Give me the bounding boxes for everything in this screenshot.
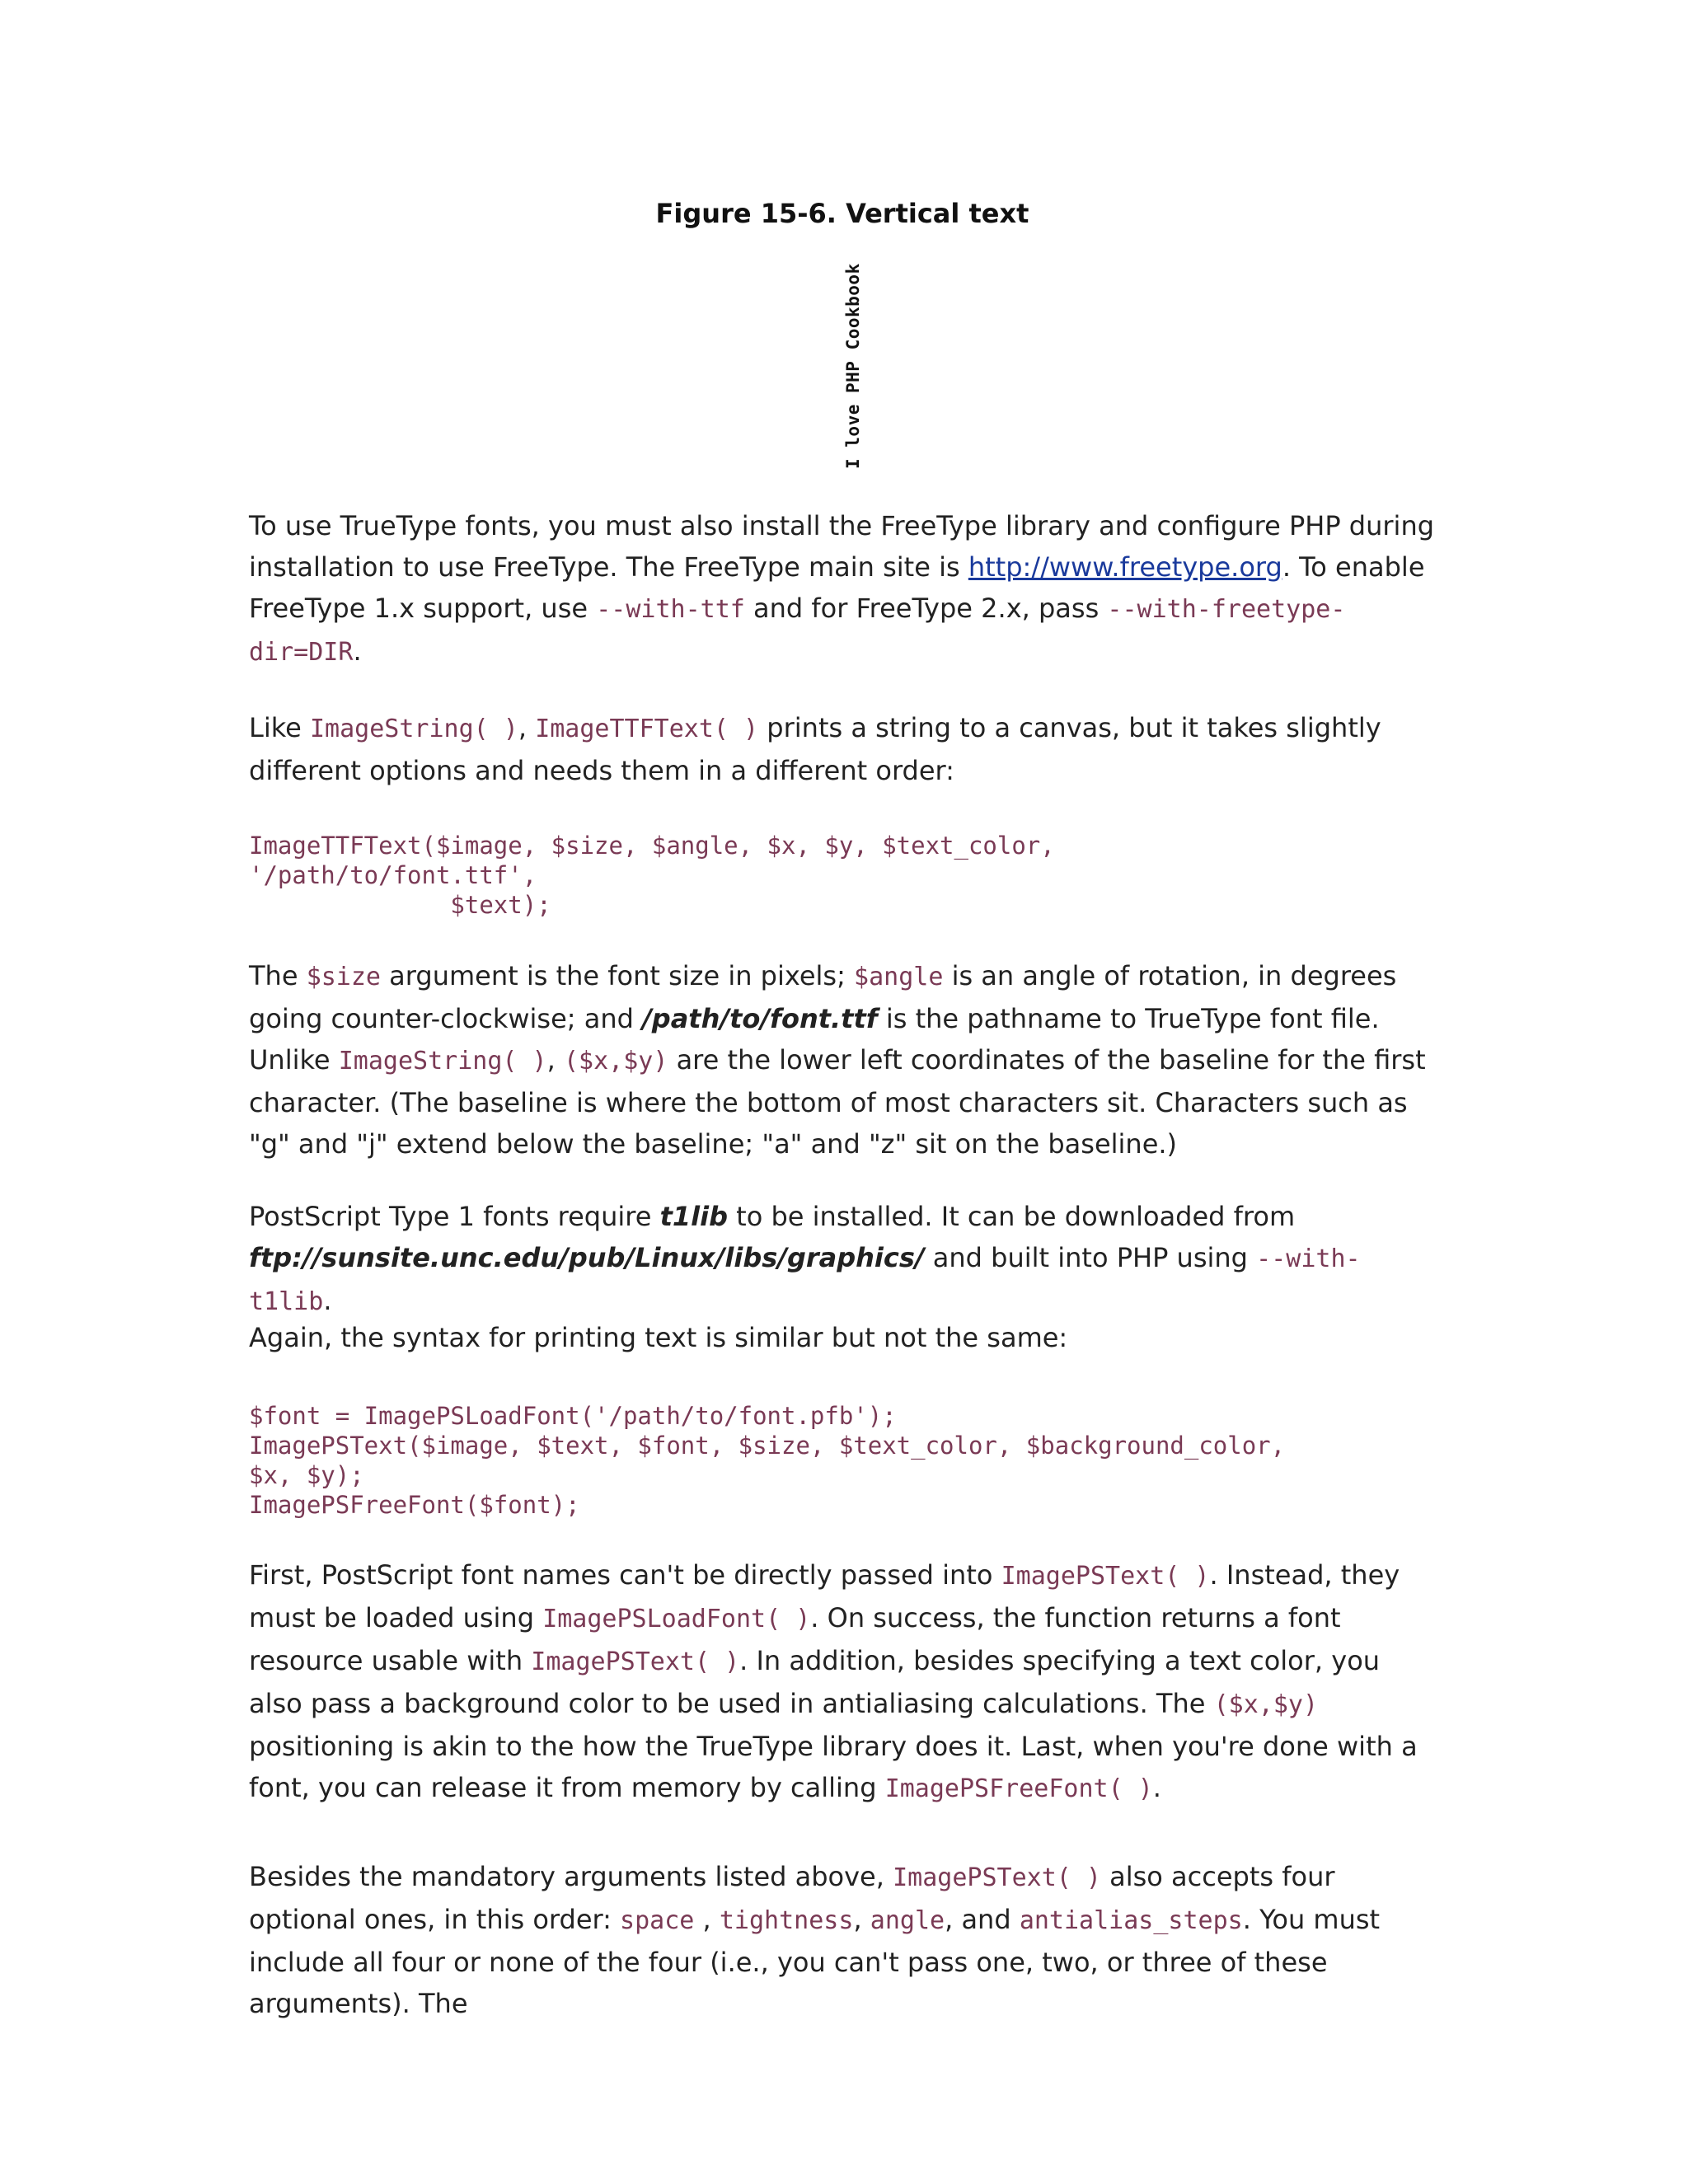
code-with-freetype-dir: --with-freetype-dir=DIR [249,595,1346,667]
code-with-t1lib: --with-t1lib [249,1244,1361,1316]
code-line: $font = ImagePSLoadFont('/path/to/font.pfb'); [249,1402,897,1430]
paragraph-syntax [249,1317,1436,1358]
text-span: and built into PHP using [924,1242,1257,1273]
code-line: ImagePSText($image, $text, $font, $size, $text_color, $background_color, [249,1432,1286,1460]
code-imagestring: ImageString( ) [338,1047,547,1076]
text-span: Besides the mandatory arguments listed above, [249,1861,893,1892]
code-imagepstext: ImagePSText( ) [893,1863,1101,1892]
code-tightness: tightness [719,1906,854,1935]
code-line: ImagePSFreeFont($font); [249,1491,580,1519]
text-span: , [694,1904,720,1935]
code-imagepstext: ImagePSText( ) [531,1647,740,1676]
text-span: and for FreeType 2.x, pass [744,593,1108,624]
text-span: also accepts four optional ones, in this order: [249,1861,1335,1935]
code-line: $x, $y); [249,1461,364,1489]
paragraph-postscript-fonts [249,1554,1436,1810]
code-angle: $angle [854,963,944,991]
code-angle: angle [870,1906,945,1935]
code-imagettftext: ImageTTFText( ) [535,715,759,743]
text-span: is the pathname to TrueType font file. Unlike [249,1003,1380,1076]
code-size: $size [306,963,381,991]
code-xy: ($x,$y) [563,1047,668,1076]
code-imagepstext: ImagePSText( ) [1001,1562,1210,1591]
paragraph-optional-args [249,1856,1436,2024]
freetype-link[interactable]: http://www.freetype.org [968,551,1282,583]
text-span: prints a string to a canvas, but it takes slightly different options and needs them in a different order: [249,712,1381,786]
code-antialias-steps: antialias_steps [1019,1906,1243,1935]
text-span: , and [945,1904,1020,1935]
code-with-ttf: --with-ttf [596,595,745,624]
code-block-imagepstext [249,1401,1436,1520]
code-block-imagettftext [249,831,1436,920]
paragraph-imagettftext [249,707,1436,791]
text-span: . [323,1285,332,1316]
text-span: Again, the syntax for printing text is similar but not the same: [249,1322,1068,1353]
text-span: Like [249,712,310,743]
text-span: is an angle of rotation, in degrees going counter-clockwise; and [249,960,1397,1034]
text-span: PostScript Type 1 fonts require [249,1201,660,1232]
code-imagestring: ImageString( ) [309,715,518,743]
text-span: . [353,635,362,667]
text-span: . [1152,1772,1161,1803]
text-span: argument is the font size in pixels; [381,960,855,991]
code-space: space [620,1906,695,1935]
text-span: . On success, the function returns a font resource usable with [249,1602,1341,1676]
paragraph-freetype [249,505,1436,673]
text-span: to be installed. It can be downloaded from [728,1201,1296,1232]
text-span: . Instead, they must be loaded using [249,1559,1400,1633]
paragraph-t1lib [249,1196,1436,1323]
code-imagepsloadfont: ImagePSLoadFont( ) [542,1605,811,1633]
text-span: , [853,1904,870,1935]
text-span: , [518,712,536,743]
code-imagepsfreefont: ImagePSFreeFont( ) [884,1774,1153,1803]
code-line: $text); [249,891,551,919]
text-span: . To enable FreeType 1.x support, use [249,551,1425,624]
code-line: '/path/to/font.ttf', [249,861,537,889]
t1lib-emphasis: t1lib [659,1201,728,1232]
figure-title: Figure 15-6. Vertical text [655,198,1029,229]
text-span: The [249,960,307,991]
text-span: positioning is akin to the how the TrueType library does it. Last, when you're done with a font, you can release it from memory by calling [249,1731,1418,1803]
font-path-emphasis: /path/to/font.ttf [642,1003,878,1034]
vertical-text-image [826,260,862,478]
code-line: ImageTTFText($image, $size, $angle, $x, $y, $text_color, [249,832,1055,860]
vertical-text-image-caption: I love PHP Cookbook [843,263,863,469]
text-span: , [546,1044,564,1076]
text-span: First, PostScript font names can't be directly passed into [249,1559,1001,1591]
paragraph-size-angle [249,955,1436,1165]
text-span: . You must include all four or none of the four (i.e., you can't pass one, two, or three of these arguments). The [249,1904,1381,2019]
code-xy: ($x,$y) [1213,1690,1319,1719]
text-span: . In addition, besides specifying a text color, you also pass a background color to be used in antialiasing calculations. The [249,1645,1381,1719]
ftp-url-emphasis: ftp://sunsite.unc.edu/pub/Linux/libs/graphics/ [249,1242,925,1273]
text-span: are the lower left coordinates of the baseline for the first character. (The baseline is where the bottom of most characters sit. Characters such as "g" and "j" extend below the baseline; "a" and "z" sit on the baseline.) [249,1044,1426,1160]
text-span: To use TrueType fonts, you must also install the FreeType library and configure PHP during installation to use FreeType. The FreeType main site is [249,510,1435,583]
